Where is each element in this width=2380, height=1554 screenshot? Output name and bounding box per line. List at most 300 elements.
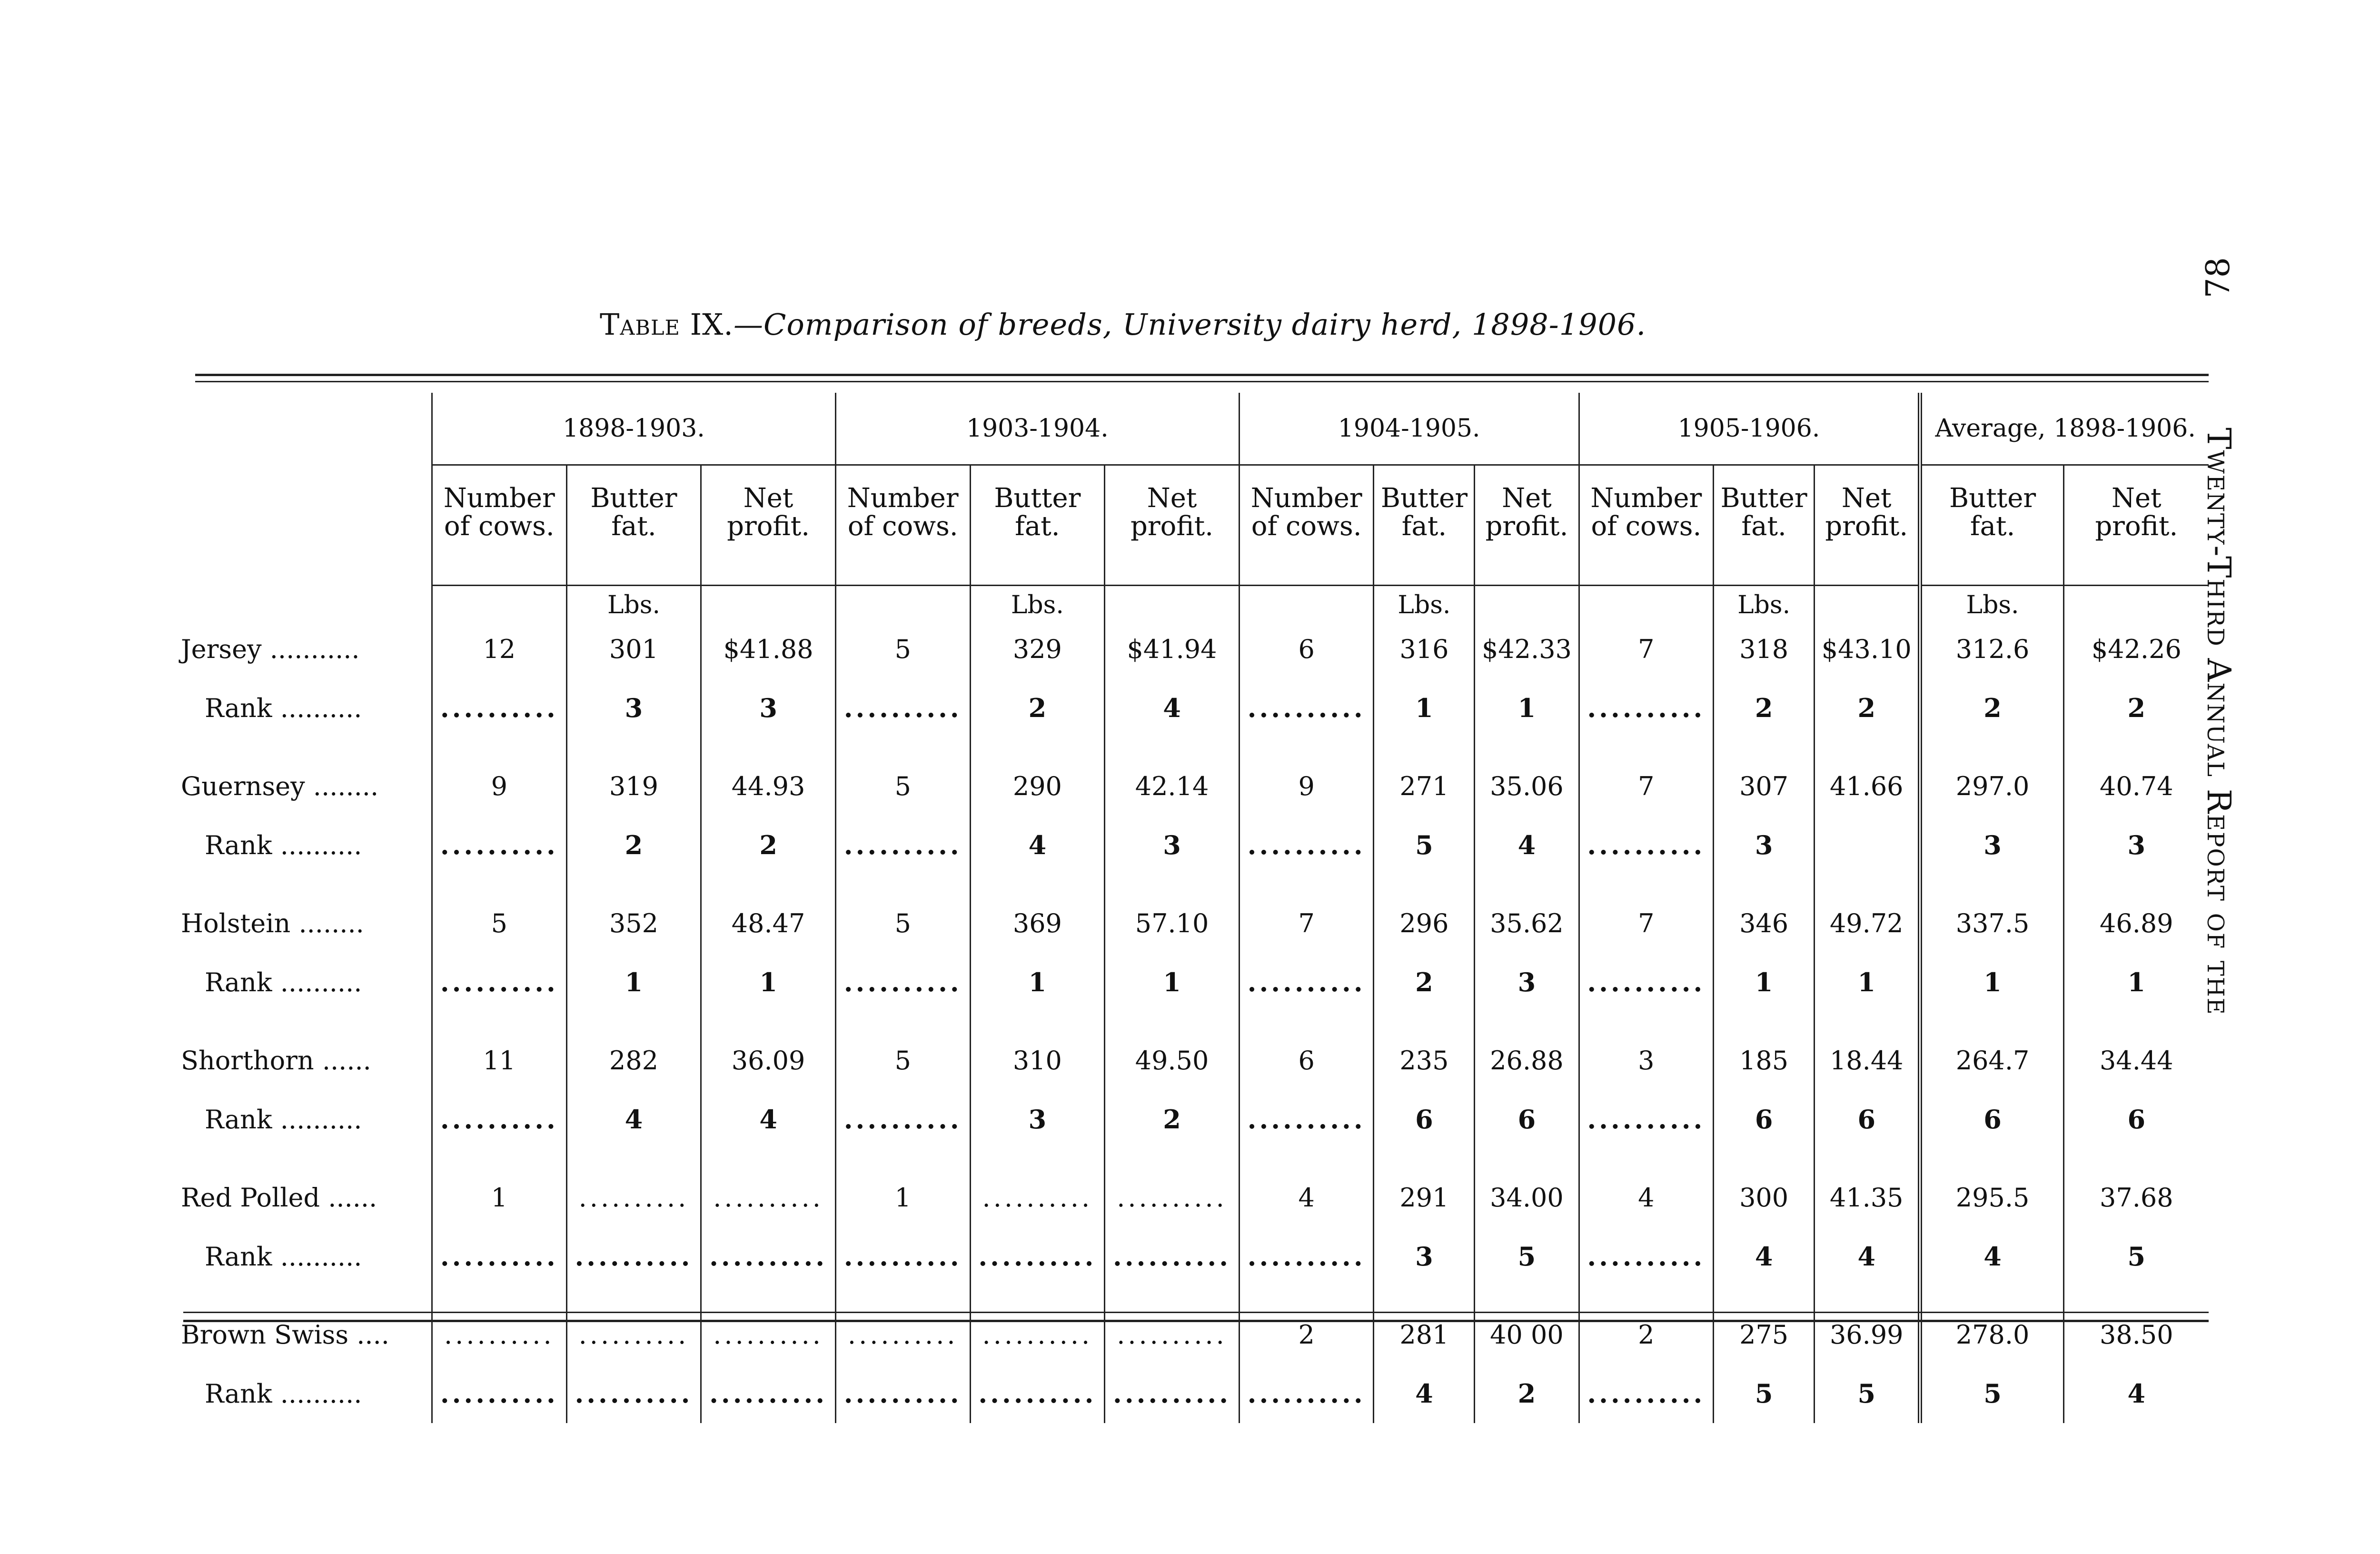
rank-value: 3 <box>970 1090 1105 1149</box>
unit-lbs: Lbs. <box>1714 586 1815 620</box>
breed-name: Guernsey ........ <box>181 771 379 801</box>
breed-value: 290 <box>970 757 1105 816</box>
breed-value: 5 <box>432 894 567 953</box>
breed-value: 35.06 <box>1475 757 1579 816</box>
col-header-line: of cows. <box>1251 510 1362 542</box>
gap-cell <box>566 875 701 894</box>
breed-name: Jersey ........... <box>181 634 360 664</box>
col-header-line: fat. <box>1741 510 1786 542</box>
column-header-row <box>176 465 2209 586</box>
breed-value: .......... <box>566 1305 701 1364</box>
row-gap <box>176 1012 2209 1031</box>
breed-value: 329 <box>970 619 1105 678</box>
rank-value: 1 <box>1815 953 1920 1012</box>
rank-value: 2 <box>566 816 701 875</box>
gap-cell <box>1105 1286 1240 1305</box>
rank-label: Rank .......... <box>205 1104 362 1135</box>
period-average: Average, 1898-1906. <box>1920 393 2209 465</box>
rank-value: 1 <box>1475 678 1579 737</box>
breed-value: 7 <box>1579 757 1714 816</box>
rank-value: 2 <box>701 816 836 875</box>
rank-value: .......... <box>835 1090 970 1149</box>
breed-value: 352 <box>566 894 701 953</box>
gap-cell <box>176 1286 432 1305</box>
gap-cell <box>1579 1012 1714 1031</box>
breed-value: 36.09 <box>701 1031 836 1090</box>
rank-value: 4 <box>1920 1227 2063 1286</box>
col-header-butter <box>1714 465 1815 586</box>
breed-value: 6 <box>1239 619 1374 678</box>
breed-value: 41.66 <box>1815 757 1920 816</box>
rank-value: 6 <box>2063 1090 2209 1149</box>
gap-cell <box>970 1149 1105 1168</box>
rank-row <box>176 1364 2209 1423</box>
unit-empty <box>701 586 836 620</box>
rank-value: 3 <box>566 678 701 737</box>
col-header-line: Number <box>1250 483 1362 514</box>
rank-value: 3 <box>2063 816 2209 875</box>
gap-cell <box>1815 875 1920 894</box>
gap-cell <box>1374 875 1475 894</box>
unit-empty <box>1815 586 1920 620</box>
gap-cell <box>1714 1286 1815 1305</box>
rank-value: .......... <box>1105 1227 1240 1286</box>
breed-value: .......... <box>835 1305 970 1364</box>
gap-cell <box>432 1149 567 1168</box>
rank-value: .......... <box>970 1364 1105 1423</box>
gap-cell <box>970 737 1105 757</box>
gap-cell <box>566 1012 701 1031</box>
gap-cell <box>2063 1286 2209 1305</box>
col-header-line: profit. <box>727 510 810 542</box>
breed-value: 7 <box>1239 894 1374 953</box>
col-header-line: profit. <box>1825 510 1908 542</box>
breed-value: .......... <box>970 1168 1105 1227</box>
gap-cell <box>2063 1012 2209 1031</box>
gap-cell <box>176 737 432 757</box>
breed-value: 5 <box>835 757 970 816</box>
rank-value: .......... <box>566 1227 701 1286</box>
breed-value: 40 00 <box>1475 1305 1579 1364</box>
gap-cell <box>1920 737 2063 757</box>
gap-cell <box>1475 1286 1579 1305</box>
rank-value: .......... <box>566 1364 701 1423</box>
breed-value: 9 <box>432 757 567 816</box>
col-header-profit <box>1475 465 1579 586</box>
col-header-profit <box>2063 465 2209 586</box>
row-gap <box>176 737 2209 757</box>
breed-value: 7 <box>1579 619 1714 678</box>
rank-value: 3 <box>1714 816 1815 875</box>
breed-value: 57.10 <box>1105 894 1240 953</box>
breed-value: 37.68 <box>2063 1168 2209 1227</box>
rank-row <box>176 1090 2209 1149</box>
rank-value: .......... <box>432 1090 567 1149</box>
breed-value: 12 <box>432 619 567 678</box>
col-header-line: Butter <box>590 483 677 514</box>
period-header-row <box>176 393 2209 465</box>
gap-cell <box>432 1012 567 1031</box>
breed-value: 38.50 <box>2063 1305 2209 1364</box>
breed-value: 48.47 <box>701 894 836 953</box>
rank-value: 4 <box>970 816 1105 875</box>
gap-cell <box>835 1149 970 1168</box>
breed-value: 26.88 <box>1475 1031 1579 1090</box>
breed-value: $42.26 <box>2063 619 2209 678</box>
col-header-line: of cows. <box>444 510 555 542</box>
gap-cell <box>566 1149 701 1168</box>
gap-cell <box>970 875 1105 894</box>
rank-value: 3 <box>1105 816 1240 875</box>
period-1903-1904: 1903-1904. <box>835 393 1239 465</box>
gap-cell <box>1579 1149 1714 1168</box>
col-header-number <box>432 465 567 586</box>
rank-value: .......... <box>1239 816 1374 875</box>
col-header-butter <box>1920 465 2063 586</box>
unit-lbs: Lbs. <box>970 586 1105 620</box>
rank-value: .......... <box>432 678 567 737</box>
rank-value: 4 <box>1475 816 1579 875</box>
breed-value: 11 <box>432 1031 567 1090</box>
rank-value: 5 <box>2063 1227 2209 1286</box>
breed-name: Holstein ........ <box>181 908 364 938</box>
gap-cell <box>1475 1012 1579 1031</box>
rank-value: .......... <box>1239 1364 1374 1423</box>
breed-value: 319 <box>566 757 701 816</box>
rank-value <box>1815 816 1920 875</box>
rank-value: 1 <box>566 953 701 1012</box>
rank-value: .......... <box>970 1227 1105 1286</box>
col-header-number <box>835 465 970 586</box>
period-1905-1906: 1905-1906. <box>1579 393 1920 465</box>
gap-cell <box>1815 1012 1920 1031</box>
row-gap <box>176 875 2209 894</box>
col-header-line: profit. <box>1130 510 1214 542</box>
gap-cell <box>1475 1149 1579 1168</box>
rank-value: 5 <box>1374 816 1475 875</box>
rank-row <box>176 953 2209 1012</box>
rank-value: .......... <box>1239 678 1374 737</box>
rank-value: .......... <box>835 1364 970 1423</box>
gap-cell <box>2063 875 2209 894</box>
rank-value: .......... <box>432 1364 567 1423</box>
gap-cell <box>1239 1149 1374 1168</box>
col-header-butter <box>1374 465 1475 586</box>
gap-cell <box>835 1012 970 1031</box>
breed-value: 337.5 <box>1920 894 2063 953</box>
gap-cell <box>970 1012 1105 1031</box>
col-header-profit <box>1815 465 1920 586</box>
gap-cell <box>1920 1286 2063 1305</box>
gap-cell <box>701 875 836 894</box>
breed-value: 5 <box>835 894 970 953</box>
col-header-line: of cows. <box>847 510 958 542</box>
breeds-table <box>176 393 2209 1423</box>
breed-value: 3 <box>1579 1031 1714 1090</box>
rank-value: 2 <box>1815 678 1920 737</box>
rank-value: 1 <box>1920 953 2063 1012</box>
gap-cell <box>1239 1012 1374 1031</box>
rank-value: 2 <box>1374 953 1475 1012</box>
col-header-line: profit. <box>2095 510 2178 542</box>
rank-row <box>176 816 2209 875</box>
rank-value: .......... <box>1579 816 1714 875</box>
gap-cell <box>1714 1012 1815 1031</box>
rank-label: Rank .......... <box>205 693 362 723</box>
col-header-line: Net <box>2112 483 2162 514</box>
row-gap <box>176 1149 2209 1168</box>
rank-value: 2 <box>970 678 1105 737</box>
breed-value: .......... <box>432 1305 567 1364</box>
rank-value: .......... <box>835 678 970 737</box>
stub-header <box>176 393 432 465</box>
col-header-line: Net <box>1502 483 1552 514</box>
rank-value: 2 <box>1105 1090 1240 1149</box>
breed-value: 44.93 <box>701 757 836 816</box>
gap-cell <box>432 875 567 894</box>
breed-value: 4 <box>1579 1168 1714 1227</box>
gap-cell <box>1579 737 1714 757</box>
rank-value: .......... <box>1579 1227 1714 1286</box>
breed-value: 42.14 <box>1105 757 1240 816</box>
gap-cell <box>1815 1149 1920 1168</box>
col-header-line: Butter <box>1380 483 1468 514</box>
breed-value: $42.33 <box>1475 619 1579 678</box>
breed-value: 312.6 <box>1920 619 2063 678</box>
breed-value: 18.44 <box>1815 1031 1920 1090</box>
top-rule <box>195 374 2209 376</box>
gap-cell <box>1815 737 1920 757</box>
breed-value: 291 <box>1374 1168 1475 1227</box>
breed-value: 46.89 <box>2063 894 2209 953</box>
breed-value: 49.72 <box>1815 894 1920 953</box>
rank-value: 4 <box>1714 1227 1815 1286</box>
breed-value: 1 <box>432 1168 567 1227</box>
gap-cell <box>1920 1149 2063 1168</box>
rank-value: .......... <box>1579 1364 1714 1423</box>
rank-label: Rank .......... <box>205 830 362 860</box>
col-header-number <box>1239 465 1374 586</box>
rank-value: .......... <box>835 816 970 875</box>
gap-cell <box>1714 875 1815 894</box>
rank-value: 1 <box>1105 953 1240 1012</box>
breed-value: 5 <box>835 1031 970 1090</box>
breed-value: 5 <box>835 619 970 678</box>
units-stub <box>176 586 432 620</box>
rank-value: .......... <box>432 816 567 875</box>
breed-value: 296 <box>1374 894 1475 953</box>
gap-cell <box>1374 1286 1475 1305</box>
gap-cell <box>1920 1012 2063 1031</box>
gap-cell <box>701 1149 836 1168</box>
breed-value: 295.5 <box>1920 1168 2063 1227</box>
rank-row <box>176 678 2209 737</box>
breed-value: .......... <box>1105 1168 1240 1227</box>
col-header-line: Butter <box>994 483 1081 514</box>
rank-value: 1 <box>2063 953 2209 1012</box>
breed-value: 185 <box>1714 1031 1815 1090</box>
rank-value: 4 <box>1374 1364 1475 1423</box>
breed-value: .......... <box>566 1168 701 1227</box>
gap-cell <box>835 875 970 894</box>
rank-value: .......... <box>701 1227 836 1286</box>
rank-value: 5 <box>1815 1364 1920 1423</box>
rank-value: 6 <box>1815 1090 1920 1149</box>
gap-cell <box>1579 875 1714 894</box>
unit-lbs: Lbs. <box>1374 586 1475 620</box>
rank-value: 6 <box>1475 1090 1579 1149</box>
unit-empty <box>2063 586 2209 620</box>
gap-cell <box>566 737 701 757</box>
table-caption: —Comparison of breeds, University dairy herd, 1898-1906. <box>734 307 1646 342</box>
breed-value: 301 <box>566 619 701 678</box>
unit-empty <box>1239 586 1374 620</box>
table-title <box>600 307 1646 342</box>
breed-value: 318 <box>1714 619 1815 678</box>
unit-empty <box>1105 586 1240 620</box>
col-header-line: Net <box>743 483 793 514</box>
breed-value: 36.99 <box>1815 1305 1920 1364</box>
row-gap <box>176 1286 2209 1305</box>
rank-value: .......... <box>1239 1090 1374 1149</box>
rank-value: .......... <box>1105 1364 1240 1423</box>
col-header-line: of cows. <box>1591 510 1702 542</box>
breed-value: 346 <box>1714 894 1815 953</box>
breed-value: 35.62 <box>1475 894 1579 953</box>
rank-value: 5 <box>1714 1364 1815 1423</box>
breed-value: 316 <box>1374 619 1475 678</box>
col-header-butter <box>970 465 1105 586</box>
gap-cell <box>1374 1012 1475 1031</box>
rank-value: 6 <box>1374 1090 1475 1149</box>
gap-cell <box>1239 737 1374 757</box>
unit-lbs: Lbs. <box>566 586 701 620</box>
gap-cell <box>176 875 432 894</box>
col-header-line: fat. <box>1401 510 1447 542</box>
gap-cell <box>1714 1149 1815 1168</box>
breed-value: 264.7 <box>1920 1031 2063 1090</box>
rank-value: .......... <box>1579 1090 1714 1149</box>
gap-cell <box>1374 1149 1475 1168</box>
gap-cell <box>1239 875 1374 894</box>
rank-value: 2 <box>1714 678 1815 737</box>
breed-name: Red Polled ...... <box>181 1182 377 1213</box>
breed-value: 9 <box>1239 757 1374 816</box>
col-header-line: Net <box>1147 483 1197 514</box>
rank-value: .......... <box>432 953 567 1012</box>
col-header-line: fat. <box>1970 510 2015 542</box>
col-header-line: Number <box>847 483 959 514</box>
breed-row <box>176 619 2209 678</box>
gap-cell <box>701 1012 836 1031</box>
rank-value: 2 <box>2063 678 2209 737</box>
rank-label: Rank .......... <box>205 967 362 997</box>
col-header-line: profit. <box>1485 510 1568 542</box>
breed-value: 2 <box>1579 1305 1714 1364</box>
breed-value: 40.74 <box>2063 757 2209 816</box>
table-label: Table IX. <box>600 307 734 342</box>
gap-cell <box>1105 875 1240 894</box>
breed-value: 2 <box>1239 1305 1374 1364</box>
breed-value: 300 <box>1714 1168 1815 1227</box>
rank-value: 1 <box>970 953 1105 1012</box>
col-header-profit <box>701 465 836 586</box>
breed-value: 282 <box>566 1031 701 1090</box>
breed-row <box>176 1305 2209 1364</box>
rank-label: Rank .......... <box>205 1378 362 1409</box>
breed-value: 275 <box>1714 1305 1815 1364</box>
units-row <box>176 586 2209 620</box>
breed-value: $41.88 <box>701 619 836 678</box>
gap-cell <box>835 737 970 757</box>
gap-cell <box>1239 1286 1374 1305</box>
rank-value: 1 <box>701 953 836 1012</box>
gap-cell <box>1105 1149 1240 1168</box>
breed-value: 49.50 <box>1105 1031 1240 1090</box>
breed-value: 297.0 <box>1920 757 2063 816</box>
breed-name: Brown Swiss .... <box>181 1319 389 1350</box>
gap-cell <box>701 1286 836 1305</box>
rank-value: .......... <box>835 953 970 1012</box>
rank-row <box>176 1227 2209 1286</box>
breed-value: 6 <box>1239 1031 1374 1090</box>
breed-value: 278.0 <box>1920 1305 2063 1364</box>
breed-value: 310 <box>970 1031 1105 1090</box>
gap-cell <box>970 1286 1105 1305</box>
breed-value: 34.00 <box>1475 1168 1579 1227</box>
breed-value: 7 <box>1579 894 1714 953</box>
gap-cell <box>432 1286 567 1305</box>
rank-value: .......... <box>432 1227 567 1286</box>
breed-row <box>176 757 2209 816</box>
col-header-line: fat. <box>1015 510 1060 542</box>
gap-cell <box>176 1012 432 1031</box>
col-header-line: Net <box>1841 483 1892 514</box>
breed-row <box>176 1168 2209 1227</box>
rank-value: 5 <box>1920 1364 2063 1423</box>
period-1898-1903: 1898-1903. <box>432 393 836 465</box>
rank-value: 2 <box>1920 678 2063 737</box>
col-header-line: Number <box>1590 483 1702 514</box>
unit-empty <box>835 586 970 620</box>
rank-value: 4 <box>1815 1227 1920 1286</box>
unit-empty <box>432 586 567 620</box>
rank-value: 1 <box>1374 678 1475 737</box>
gap-cell <box>1374 737 1475 757</box>
gap-cell <box>1815 1286 1920 1305</box>
rank-value: 4 <box>2063 1364 2209 1423</box>
breed-value: .......... <box>701 1305 836 1364</box>
breed-value: 235 <box>1374 1031 1475 1090</box>
gap-cell <box>2063 1149 2209 1168</box>
gap-cell <box>1105 1012 1240 1031</box>
breed-value: 41.35 <box>1815 1168 1920 1227</box>
rank-value: .......... <box>1239 1227 1374 1286</box>
col-header-line: fat. <box>611 510 656 542</box>
breed-value: .......... <box>701 1168 836 1227</box>
rank-value: .......... <box>701 1364 836 1423</box>
rank-value: .......... <box>835 1227 970 1286</box>
rank-value: 3 <box>1920 816 2063 875</box>
running-head-text: Twenty-Third Annual Report of the <box>2200 428 2237 1016</box>
rank-value: .......... <box>1579 678 1714 737</box>
breed-row <box>176 1031 2209 1090</box>
rank-value: 3 <box>1374 1227 1475 1286</box>
breed-value: $43.10 <box>1815 619 1920 678</box>
rank-value: 3 <box>701 678 836 737</box>
rank-value: .......... <box>1579 953 1714 1012</box>
col-header-profit <box>1105 465 1240 586</box>
